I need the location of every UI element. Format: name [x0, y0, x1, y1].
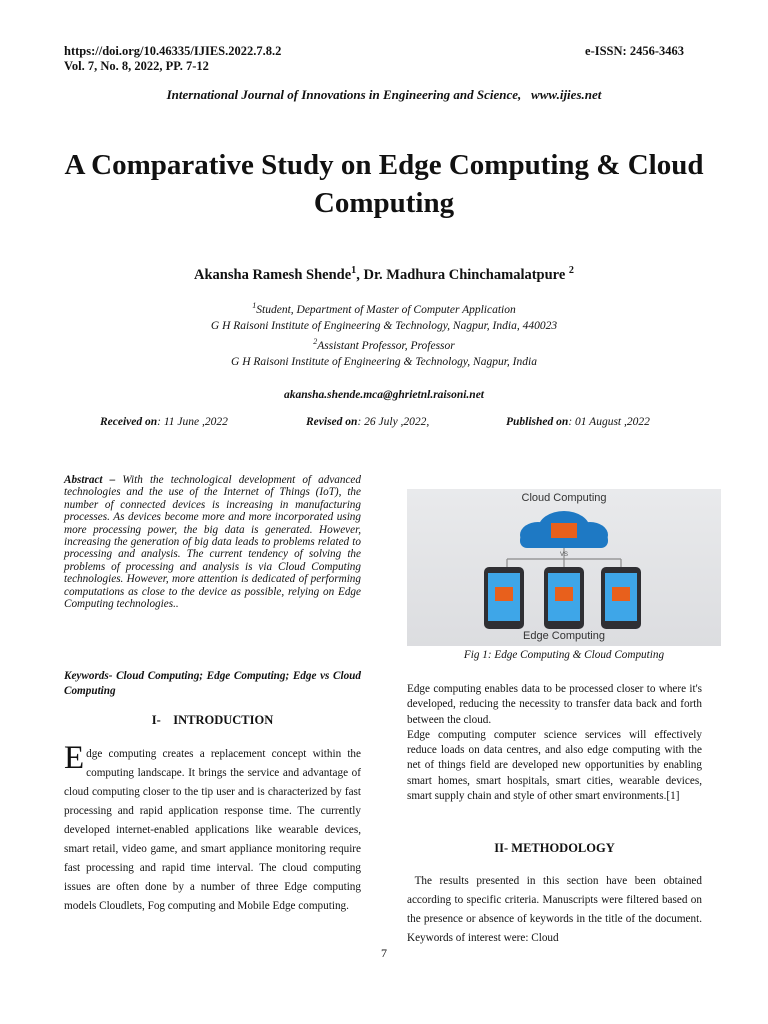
doi-link[interactable]: https://doi.org/10.46335/IJIES.2022.7.8.2: [64, 44, 282, 58]
author-2-sup: 2: [568, 265, 574, 276]
drop-cap: E: [64, 740, 85, 776]
section-2-heading: II- METHODOLOGY: [494, 841, 615, 855]
revised-label: Revised on: [306, 416, 358, 428]
phone-icon-2: [544, 567, 584, 629]
abstract-label: Abstract –: [64, 474, 116, 486]
cloud-data-block: [551, 523, 577, 538]
header-doi-block: [64, 44, 281, 74]
affil-line-1: Student, Department of Master of Computer Application: [256, 303, 516, 316]
author-2: Dr. Madhura Chinchamalatpure: [363, 266, 569, 283]
received-date: [100, 416, 228, 428]
figure-top-label: Cloud Computing: [521, 492, 607, 504]
section-1-heading: I- INTRODUCTION: [151, 713, 274, 727]
published-label: Published on: [506, 416, 569, 428]
figure-1: [407, 489, 721, 646]
revised-value: : 26 July ,2022,: [357, 416, 430, 428]
phone-icon-1: [484, 567, 524, 629]
affil-sup-2: 2: [313, 336, 318, 346]
right-column-top: [407, 682, 702, 804]
journal-name: International Journal of Innovations in Engineering and Science, www.ijies.net: [166, 87, 602, 102]
author-1-sup: 1: [351, 265, 357, 276]
revised-date: [306, 416, 429, 428]
published-value: : 01 August ,2022: [568, 416, 650, 428]
figure-caption: Fig 1: Edge Computing & Cloud Computing: [463, 649, 665, 661]
paragraph-edge-services: Edge computing computer science services will effectively reduce loads on data centres, and also edge computing with the net of things field are developed new opportunities by enabling smart homes, smart hospitals, smart cities, wearable devices, smart supply chain and style of other smart environments.[1]: [407, 728, 702, 803]
affil-sup-1: 1: [252, 301, 257, 310]
author-separator: ,: [356, 266, 364, 283]
received-label: Received on: [100, 416, 158, 428]
affil-line-3: Assistant Professor, Professor: [317, 339, 455, 352]
received-value: : 11 June ,2022: [157, 416, 228, 428]
affil-line-4: G H Raisoni Institute of Engineering & Technology, Nagpur, India: [231, 355, 537, 368]
vs-label: VS: [559, 552, 569, 558]
figure-bottom-label: Edge Computing: [523, 630, 605, 642]
author-email[interactable]: akansha.shende.mca@ghrietnl.raisoni.net: [284, 389, 484, 401]
paper-title: A Comparative Study on Edge Computing & Cloud Computing: [64, 149, 704, 219]
figure-1-illustration: [407, 489, 721, 646]
eissn: e-ISSN: 2456-3463: [585, 44, 684, 58]
keywords: Keywords- Cloud Computing; Edge Computing; Edge vs Cloud Computing: [64, 670, 361, 697]
paragraph-edge-intro: Edge computing enables data to be processed closer to where it's developed, reducing the necessity to transfer data back and forth between the cloud.: [407, 683, 702, 726]
authors-line: [0, 265, 768, 284]
introduction-body: [64, 740, 361, 916]
introduction-text: dge computing creates a replacement concept within the computing landscape. It brings the service and advantage of cloud computing closer to the tip user and is characterized by fast processing and rapid application response time. The currently developed internet-enabled applications like wearable devices, smart retail, video game, and smart appliance monitoring require fast processing and rapid time interval. The cloud computing issues are often done by a number of three Edge computing models Cloudlets, Fog computing and Mobile Edge computing.: [64, 748, 361, 912]
affil-line-2: G H Raisoni Institute of Engineering & Technology, Nagpur, India, 440023: [210, 319, 558, 332]
volume-info: Vol. 7, No. 8, 2022, PP. 7-12: [64, 59, 209, 73]
published-date: [506, 416, 650, 428]
abstract: [64, 474, 361, 610]
page-number: 7: [381, 946, 387, 960]
phone-icon-3: [601, 567, 641, 629]
abstract-text: With the technological development of advanced technologies and the use of the Internet of Things (IoT), the number of connected devices is increasing in manufacturing processes. As devices become more and more incorporated using more processing power, the big data is generated. However, increasing the generation of big data leads to problems related to processing and analysis. The current tendency of solving the problems of processing and analysis is via Cloud Computing technologies. However, more attention is dedicated of performing computations as close to the device as possible, relying on Edge Computing technologies..: [64, 474, 361, 611]
methodology-text: The results presented in this section have been obtained according to specific criteria. Manuscripts were filtered based on the presence or absence of keywords in the title of the document. Keywords of interest were: Cloud: [407, 875, 705, 944]
author-1: Akansha Ramesh Shende: [194, 266, 352, 283]
affiliations: [0, 298, 768, 370]
